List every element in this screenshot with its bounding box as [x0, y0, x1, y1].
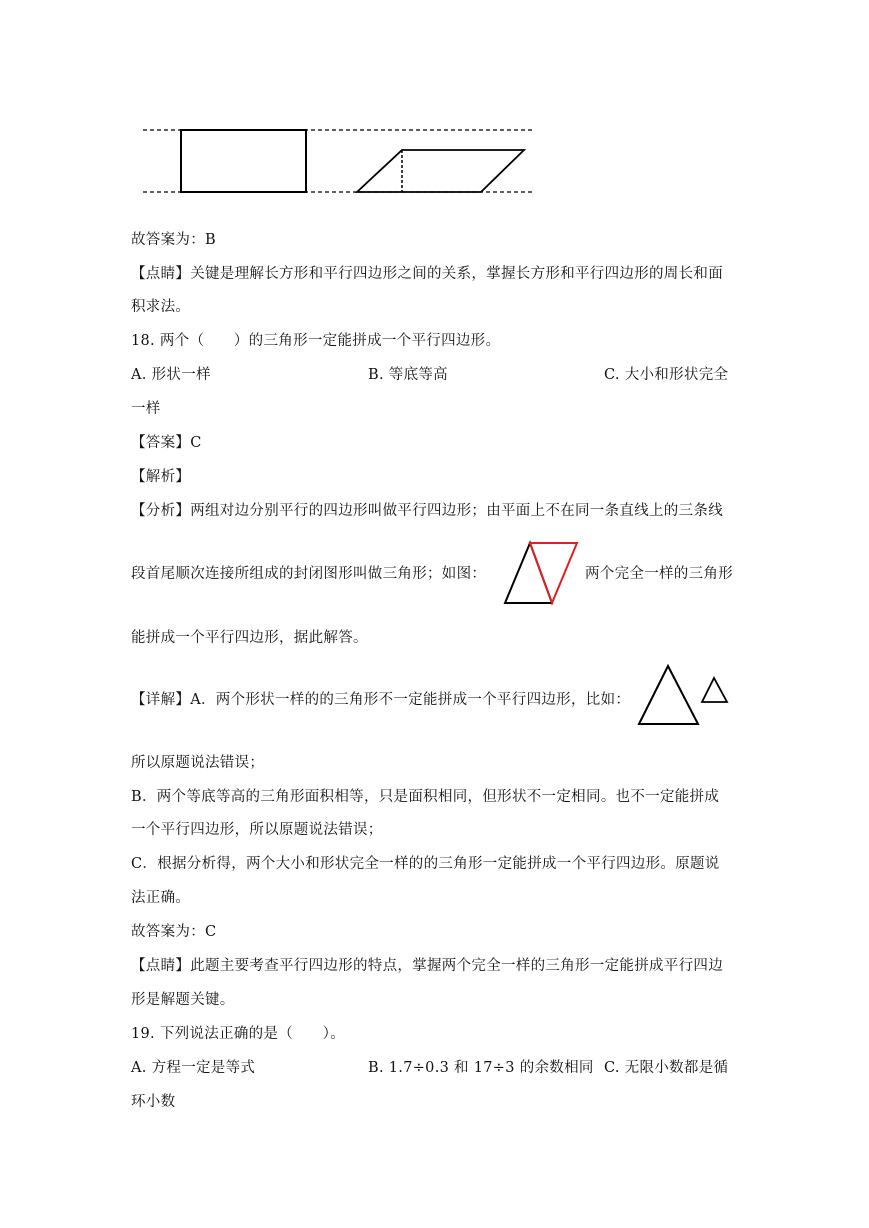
q18-detail-a: 【详解】A．两个形状一样的的三角形不一定能拼成一个平行四边形，比如：: [131, 692, 631, 708]
q18-fenxi-line1: 【分析】两组对边分别平行的四边形叫做平行四边形；由平面上不在同一条直线上的三条线: [131, 503, 723, 519]
q18-detail-b-line2: 一个平行四边形，所以原题说法错误；: [131, 822, 383, 838]
q18-fenxi-line3: 能拼成一个平行四边形，据此解答。: [131, 630, 368, 646]
q18-comment-line1: 【点睛】此题主要考查平行四边形的特点，掌握两个完全一样的三角形一定能拼成平行四边: [131, 958, 723, 974]
q19-option-c: C. 无限小数都是循: [604, 1060, 729, 1076]
q18-fenxi-line2-tail: 两个完全一样的三角形: [585, 566, 733, 582]
q18-stem: 18. 两个（ ）的三角形一定能拼成一个平行四边形。: [131, 333, 501, 349]
q19-option-b: B. 1.7÷0.3 和 17÷3 的余数相同: [368, 1060, 594, 1076]
q18-option-c: C. 大小和形状完全: [604, 367, 729, 383]
q18-fenxi-line2: 段首尾顺次连接所组成的封闭图形叫做三角形；如图：: [131, 566, 487, 582]
top-comment-line2: 积求法。: [131, 299, 191, 315]
small-triangle: [702, 678, 727, 702]
q18-analysis-header: 【解析】: [131, 469, 191, 485]
top-comment-line1: 【点睛】关键是理解长方形和平行四边形之间的关系，掌握长方形和平行四边形的周长和面: [131, 266, 723, 282]
q18-detail-a-cont: 所以原题说法错误；: [131, 755, 265, 771]
q18-option-b: B. 等底等高: [368, 367, 448, 383]
q18-option-c-cont: 一样: [131, 401, 161, 417]
q18-comment-line2: 形是解题关键。: [131, 992, 235, 1008]
top-answer: 故答案为：B: [131, 232, 216, 248]
q19-stem: 19. 下列说法正确的是（ ）。: [131, 1026, 346, 1042]
q19-option-c-cont: 环小数: [131, 1094, 176, 1110]
q18-final-answer: 故答案为：C: [131, 924, 217, 940]
q18-detail-c-line2: 法正确。: [131, 890, 191, 906]
q18-option-a: A. 形状一样: [131, 367, 211, 383]
q18-detail-c-line1: C．根据分析得，两个大小和形状完全一样的的三角形一定能拼成一个平行四边形。原题说: [131, 856, 720, 872]
q19-option-a: A. 方程一定是等式: [131, 1060, 256, 1076]
large-triangle: [639, 666, 698, 724]
q18-detail-b-line1: B．两个等底等高的三角形面积相等，只是面积相同，但形状不一定相同。也不一定能拼成: [131, 789, 720, 805]
q18-answer: 【答案】C: [131, 435, 202, 451]
